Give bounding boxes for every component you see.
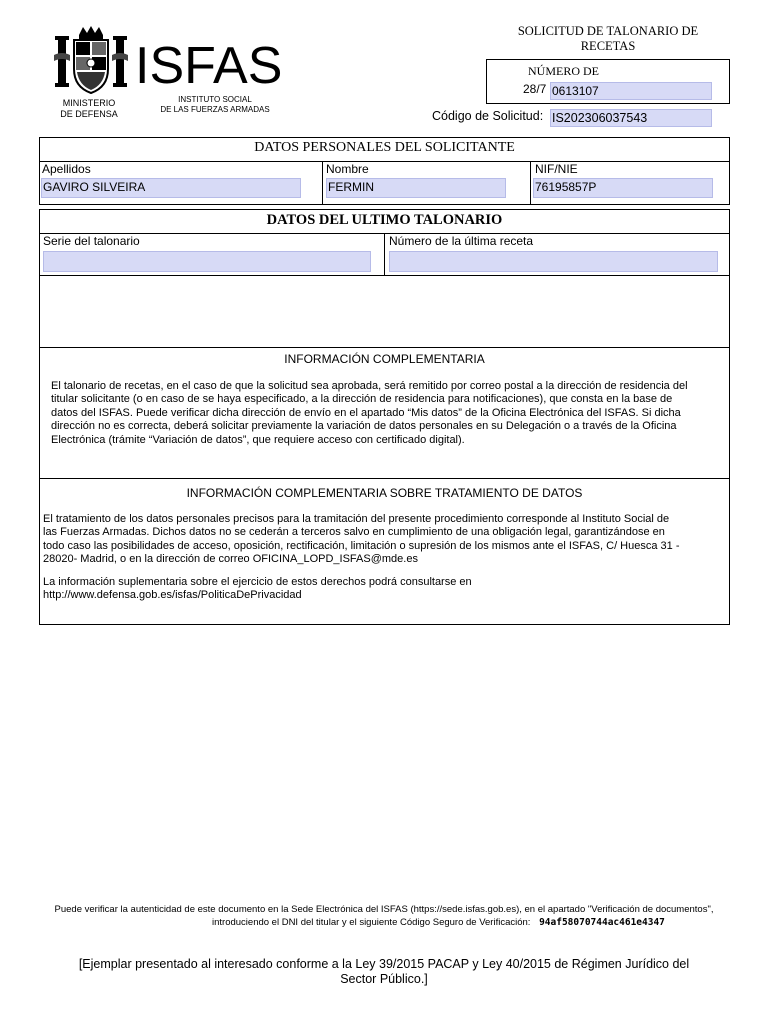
privacy-line-2: las Fuerzas Armadas. Dichos datos no se cederán a terceros salvo en cumplimiento de una obligación legal, garantizándose en [43, 526, 665, 539]
privacy-title: INFORMACIÓN COMPLEMENTARIA SOBRE TRATAMIENTO DE DATOS [186, 486, 583, 500]
verification-line-1: Puede verificar la autenticidad de este documento en la Sede Electrónica del ISFAS (https://sede.isfas.gob.es), en el apartado "Verificación de documentos", [54, 904, 714, 915]
logo-institute-text: INSTITUTO SOCIAL DE LAS FUERZAS ARMADAS [160, 95, 270, 114]
privacy-paragraph-2 [43, 576, 727, 603]
apellidos-label: Apellidos [42, 162, 91, 176]
receta-label: Número de la última receta [389, 234, 534, 248]
info-paragraph [51, 380, 729, 447]
document-title-line2: RECETAS [580, 39, 636, 53]
numero-prefix: 28/7 [523, 82, 547, 96]
receta-field[interactable] [389, 251, 718, 272]
serie-label: Serie del talonario [43, 234, 140, 248]
nif-label: NIF/NIE [535, 162, 578, 176]
info-top-divider [39, 347, 730, 348]
privacy-line-3: todo caso las posibilidades de acceso, oposición, rectificación, limitación o supresión de los mismos ante el ISFAS, C/ Huesca 31 - [43, 539, 680, 552]
numero-label: NÚMERO DE [528, 64, 599, 78]
nif-field[interactable]: 76195857P [533, 178, 713, 198]
logo-name: ISFAS [135, 37, 283, 95]
talonario-fields-divider [39, 275, 730, 276]
info-line-3: datos del ISFAS. Puede verificar dicha dirección de envío en el apartado “Mis datos” de la Oficina Electrónica del ISFAS. Si dicha [51, 406, 681, 419]
info-line-5: Electrónica (trámite “Variación de datos”, que requiere acceso con certificado digital). [51, 433, 465, 446]
privacy-line-5: La información suplementaria sobre el ejercicio de estos derechos podrá consultarse en [43, 576, 472, 588]
legal-notice-line-1: [Ejemplar presentado al interesado conforme a la Ley 39/2015 PACAP y Ley 40/2015 de Régimen Jurídico del [78, 957, 690, 971]
apellidos-field[interactable]: GAVIRO SILVEIRA [41, 178, 301, 198]
privacy-paragraph [43, 513, 727, 567]
legal-notice-line-2: Sector Público.] [340, 972, 428, 986]
info-title: INFORMACIÓN COMPLEMENTARIA [284, 352, 485, 366]
info-line-1: El talonario de recetas, en el caso de que la solicitud sea aprobada, será remitido por correo postal a la dirección de residencia del [51, 380, 688, 392]
info-line-2: titular solicitante (o en caso de se haya especificado, a la dirección de residencia para notificaciones), que consta en la base de [51, 393, 673, 406]
personal-title: DATOS PERSONALES DEL SOLICITANTE [254, 140, 515, 155]
personal-title-divider [39, 161, 730, 162]
nombre-label: Nombre [326, 162, 369, 176]
personal-divider-2 [530, 161, 531, 205]
verification-code: 94af58070744ac461e4347 [539, 917, 665, 928]
talonario-title: DATOS DEL ULTIMO TALONARIO [266, 212, 503, 228]
privacy-url-link[interactable]: http://www.defensa.gob.es/isfas/PoliticaDePrivacidad [43, 589, 302, 602]
codigo-label: Código de Solicitud: [432, 109, 544, 123]
coat-of-arms-logo [52, 25, 130, 97]
serie-field[interactable] [43, 251, 371, 272]
numero-field[interactable]: 0613107 [550, 82, 712, 100]
verification-line-2 [212, 917, 665, 928]
talonario-divider [384, 233, 385, 275]
verification-instruction: introduciendo el DNI del titular y el siguiente Código Seguro de Verificación: [212, 917, 531, 928]
privacy-line-4: 28020- Madrid, o en la dirección de correo OFICINA_LOPD_ISFAS@mde.es [43, 553, 418, 566]
nombre-field[interactable]: FERMIN [326, 178, 506, 198]
document-title-line1: SOLICITUD DE TALONARIO DE [517, 24, 699, 38]
privacy-top-divider [39, 478, 730, 479]
info-line-4: dirección no es correcta, deberá solicitar previamente la variación de datos personales en su Delegación o a través de la Oficina [51, 420, 677, 433]
codigo-field[interactable]: IS202306037543 [550, 109, 712, 127]
privacy-line-1: El tratamiento de los datos personales precisos para la tramitación del presente procedimiento corresponde al Instituto Social de [43, 513, 670, 525]
personal-divider-1 [322, 161, 323, 205]
logo-ministry-text: MINISTERIO DE DEFENSA [60, 98, 118, 119]
